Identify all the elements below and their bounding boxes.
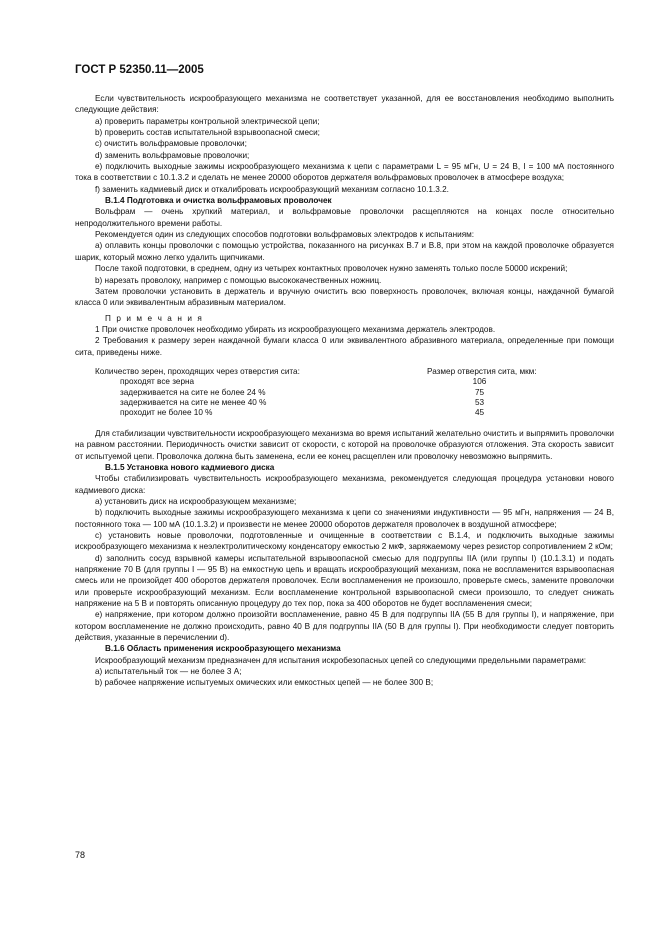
sieve-row-label: проходит не более 10 % (120, 408, 213, 418)
page-number: 78 (75, 850, 86, 860)
section-heading: В.1.6 Область применения искрообразующего механизма (105, 644, 341, 654)
list-item: e) напряжение, при котором должно произойти воспламенение, равно 45 В для подгруппы IIA (55 В для группы I), и напряжение, при котором воспламенение не должно происходить, равно 40 В для подгруппы IIA (50 В для группы I). При необходимости следует повторить действия, указанные в перечислении d). (75, 610, 614, 643)
sieve-table (75, 367, 614, 419)
paragraph: Затем проволочки установить в держатель и вручную очистить всю поверхность проволочек, включая концы, наждачной бумагой класса 0 или эквивалентным абразивным материалом. (75, 286, 614, 308)
list-item: а) проверить параметры контрольной электрической цепи; (95, 116, 320, 126)
sieve-row-value: 45 (474, 408, 485, 418)
paragraph: Рекомендуется один из следующих способов подготовки вольфрамовых электродов к испытаниям: (95, 230, 475, 240)
sieve-row-label: проходят все зерна (120, 377, 195, 387)
section-heading: В.1.4 Подготовка и очистка вольфрамовых проволочек (105, 196, 332, 206)
page-header: ГОСТ Р 52350.11—2005 (75, 64, 204, 76)
paragraph: Для стабилизации чувствительности искрообразующего механизма во время испытаний желательно очистить и выпрямить проволочки на равном расстоянии. Периодичность очистки зависит от скорости, с которой на проволочке образуются отложения. Эта скорость зависит от испытуемой цепи. Проволочка должна быть заменена, если ее конец расщеплен или проволочку невозможно выпрямить. (75, 428, 614, 461)
paragraph: Вольфрам — очень хрупкий материал, и вольфрамовые проволочки расщепляются на концах после относительно непродолжительного времени работы. (75, 207, 614, 228)
table-row (75, 377, 614, 387)
sieve-row-value: 75 (474, 387, 485, 397)
sieve-table-header (75, 367, 614, 377)
note-item: 2 Требования к размеру зерен наждачной бумаги класса 0 или эквивалентного абразивного материала, определенные при помощи сита, приведены ниже. (75, 336, 614, 357)
list-item: с) очистить вольфрамовые проволочки; (95, 139, 247, 149)
table-row (75, 398, 614, 408)
list-item: b) нарезать проволоку, например с помощью высококачественных ножниц. (95, 275, 382, 285)
sieve-row-value: 106 (472, 377, 487, 387)
list-item: а) испытательный ток — не более 3 А; (95, 667, 242, 677)
table-row (75, 388, 614, 398)
sieve-row-label: задерживается на сите не менее 40 % (120, 398, 267, 408)
sieve-col2-header: Размер отверстия сита, мкм: (427, 366, 537, 376)
sieve-col1-header: Количество зерен, проходящих через отверстия сита: (95, 366, 300, 376)
list-item: e) подключить выходные зажимы искрообразующего механизма к цепи с параметрами L = 95 мГн, U = 24 В, I = 100 мА постоянного тока в соответствии с 10.1.3.2 и сделать не менее 20000 оборотов держателя вольфрамовых проволочек в атмосфере воздуха; (75, 162, 614, 183)
list-item: f) заменить кадмиевый диск и откалибровать искрообразующий механизм согласно 10.1.3.2. (95, 184, 449, 194)
list-item: d) заполнить сосуд взрывной камеры испытательной взрывоопасной смесью для подгруппы IIA (или группы I) (10.1.3.1) и подать напряжение 70 В (для группы I — 95 В) на емкостную цепь и вращать искрообразующий механизм, пока не воспламенится взрывоопасная смесь или не произойдет 400 оборотов держателя проволочек. Если воспламенения не произошло, проверьте смесь, замените проволочки или проверьте искрообразующий механизм. Если воспламенение контрольной взрывоопасной смеси произошло, то следует снижать напряжение на 5 В и повторять описанную процедуру до тех пор, пока за 400 оборотов не будет воспламенения смеси; (75, 553, 614, 609)
paragraph: Искрообразующий механизм предназначен для испытания искробезопасных цепей со следующими предельными параметрами: (95, 655, 587, 665)
notes-title: П р и м е ч а н и я (105, 313, 204, 323)
document-body (75, 93, 614, 689)
note-item: 1 При очистке проволочек необходимо убирать из искрообразующего механизма держатель электродов. (95, 324, 496, 334)
list-item: b) подключить выходные зажимы искрообразующего механизма к цепи со значениями индуктивности — 95 мГн, напряжения — 24 В, постоянного тока — 100 мА (10.1.3.2) и произвести не менее 20000 оборотов держателя проволочек в воздушной атмосфере; (75, 508, 614, 529)
paragraph: Чтобы стабилизировать чувствительность искрообразующего механизма, рекомендуется следующая процедура установки нового кадмиевого диска: (75, 474, 614, 495)
intro-paragraph: Если чувствительность искрообразующего механизма не соответствует указанной, для ее восстановления необходимо выполнить следующие действия: (75, 94, 614, 115)
sieve-row-label: задерживается на сите не более 24 % (120, 387, 266, 397)
list-item: а) оплавить концы проволочки с помощью устройства, показанного на рисунках В.7 и В.8, при этом на каждой проволочке образуется шарик, который можно легко удалить щипчиками. (75, 241, 614, 262)
table-row (75, 408, 614, 418)
list-item: а) установить диск на искрообразующем механизме; (95, 496, 297, 506)
list-item: c) установить новые проволочки, подготовленные и очищенные в соответствии с В.1.4, и подключить выходные зажимы искрообразующего механизма к неэлектролитическому конденсатору емкостью 2 мкФ, заряжаемому через резистор сопротивлением 2 кОм; (75, 530, 614, 552)
list-item: b) проверить состав испытательной взрывоопасной смеси; (95, 128, 320, 138)
list-item: b) рабочее напряжение испытуемых омических или емкостных цепей — не более 300 В; (95, 678, 434, 688)
paragraph: После такой подготовки, в среднем, одну из четырех контактных проволочек нужно заменять только после 50000 искрений; (95, 264, 568, 274)
list-item: d) заменить вольфрамовые проволочки; (95, 150, 250, 160)
section-heading: В.1.5 Установка нового кадмиевого диска (105, 462, 275, 472)
sieve-row-value: 53 (474, 398, 485, 408)
